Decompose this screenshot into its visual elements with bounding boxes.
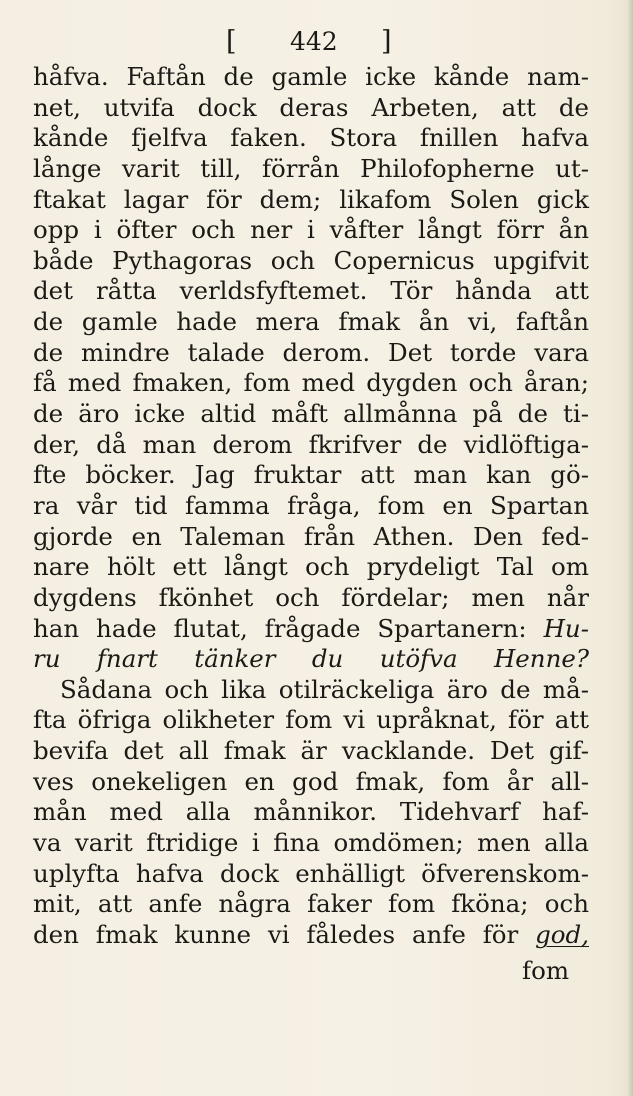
text-line-mixed (33, 614, 589, 645)
italic-line: ru fnart tänker du utöfva Henne? (33, 644, 589, 674)
text-line: de äro icke altid måft allmånna på de ti- (33, 399, 589, 429)
page-header (0, 22, 633, 62)
page-edge-shadow (627, 0, 633, 1096)
text-line: kånde fjelfva faken. Stora fnillen hafva (33, 123, 589, 153)
body-text (33, 62, 589, 951)
text-line: opp i öfter och ner i våfter långt förr ån (33, 215, 589, 245)
text-line: ves onekeligen en god fmak, fom år all- (33, 766, 589, 796)
header-bracket-right: ] (381, 26, 392, 57)
text-run: den fmak kunne vi fåledes anfe för (33, 919, 519, 949)
text-line: få med fmaken, fom med dygden och åran; (33, 368, 589, 398)
catchword: fom (522, 956, 570, 985)
text-line: gjorde en Taleman från Athen. Den fed- (33, 521, 589, 551)
text-line: uplyfta hafva dock enhälligt öfverenskom- (33, 858, 589, 888)
text-line-mixed (33, 920, 589, 951)
text-run: han hade flutat, frågade Spartanern: (33, 613, 527, 643)
text-line: det råtta verldsfyftemet. Tör hånda att (33, 276, 589, 306)
text-line: långe varit till, förrån Philofopherne ut- (33, 153, 589, 183)
underlined-run: god, (535, 919, 589, 949)
paragraph-start-line: Sådana och lika otilräckeliga äro de må- (60, 674, 589, 704)
page-number: 442 (290, 27, 338, 56)
text-line: de mindre talade derom. Det torde vara (33, 337, 589, 367)
text-line: både Pythagoras och Copernicus upgifvit (33, 245, 589, 275)
text-line: fta öfriga olikheter fom vi upråknat, för att (33, 705, 589, 735)
text-line: ra vår tid famma fråga, fom en Spartan (33, 490, 589, 520)
text-line: va varit ftridige i fina omdömen; men alla (33, 828, 589, 858)
text-line: håfva. Faftån de gamle icke kånde nam- (33, 62, 589, 91)
header-bracket-left: [ (226, 26, 237, 57)
text-line: mit, att anfe några faker fom fköna; och (33, 889, 589, 919)
italic-run: Hu- (543, 613, 589, 643)
text-line: der, då man derom fkrifver de vidlöftiga- (33, 429, 589, 459)
text-line: fte böcker. Jag fruktar att man kan gö- (33, 460, 589, 490)
text-line: nare hölt ett långt och prydeligt Tal om (33, 552, 589, 582)
text-line: ftakat lagar för dem; likafom Solen gick (33, 184, 589, 214)
text-line: dygdens fkönhet och fördelar; men når (33, 582, 589, 612)
text-line: bevifa det all fmak är vacklande. Det gif- (33, 736, 589, 766)
text-line: de gamle hade mera fmak ån vi, faftån (33, 307, 589, 337)
text-line: mån med alla månnikor. Tidehvarf haf- (33, 797, 589, 827)
text-line: net, utvifa dock deras Arbeten, att de (33, 92, 589, 122)
